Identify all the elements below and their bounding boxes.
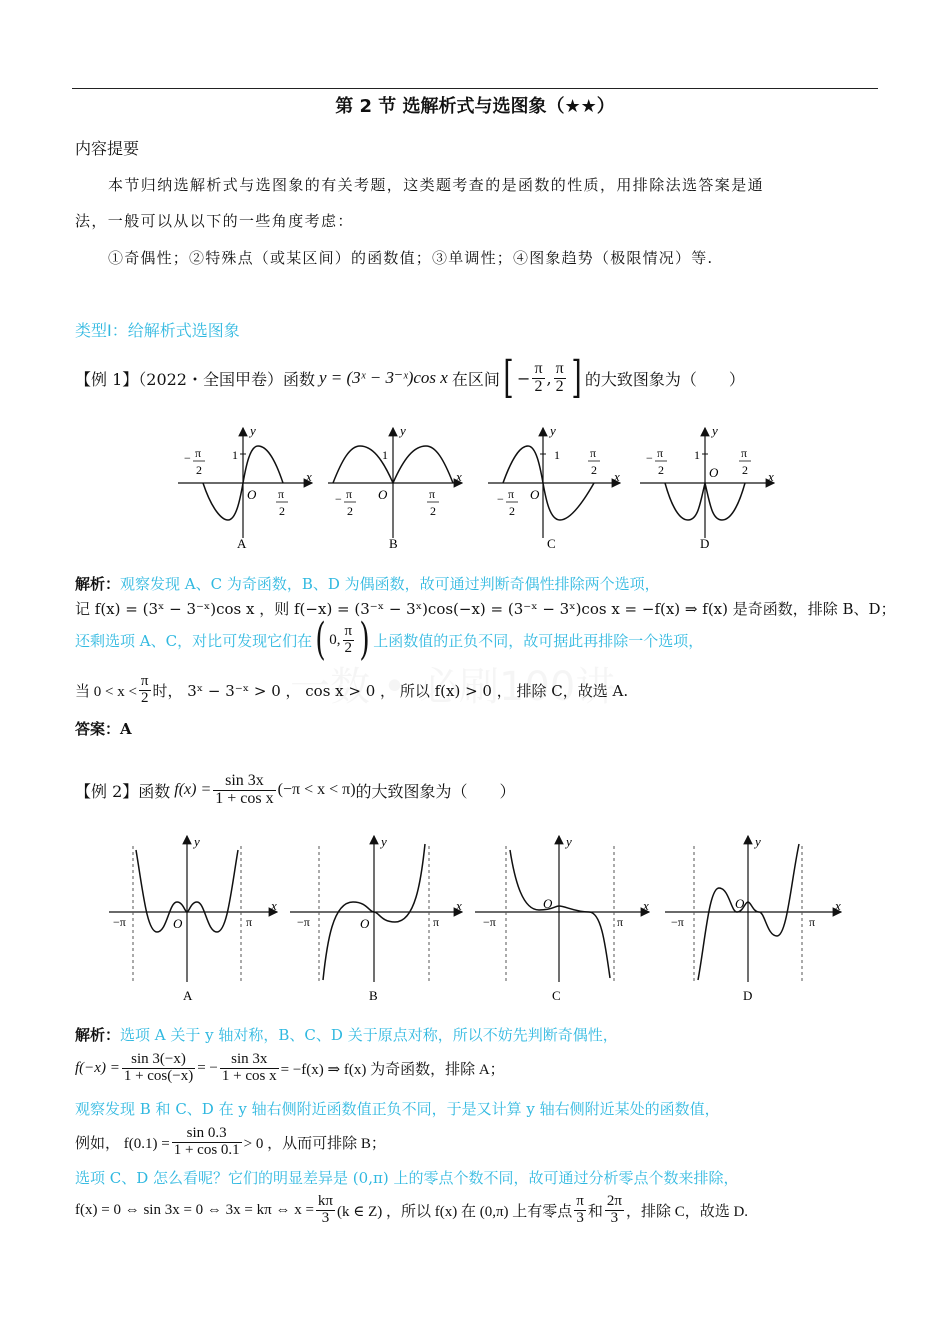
frac-num: π [555,359,564,377]
ex1-analysis-line-3 [75,614,704,665]
x-axis-label: x [614,469,620,484]
y-axis-label: y [712,423,718,438]
origin-label: O [360,916,370,931]
example1-mid: 在区间 [451,369,500,389]
example1-graph-b [328,423,462,551]
frac-kpi-over-3 [316,1194,335,1227]
frac-pi-over-2 [139,674,151,707]
frac-num: π [576,1192,584,1209]
example1-statement [75,352,745,403]
intro-line-3: ①奇偶性；②特殊点（或某区间）的函数值；③单调性；④图象趋势（极限情况）等. [108,249,714,267]
x-axis-label: x [271,898,277,913]
two-label: 2 [279,504,285,518]
pi-label: π [278,487,285,501]
example2-graph-d [665,834,841,1003]
left-paren: ( [315,614,326,665]
option-d-label: D [700,536,710,551]
origin-label: O [378,487,388,502]
analysis-label: 解析： [75,575,121,593]
frac-num: kπ [317,1192,333,1209]
frac-num: sin 3x [220,1052,279,1069]
ex2-analysis-line-1 [75,1024,618,1045]
example2-tail: 的大致图象为（ ） [355,781,516,801]
pi-label: π [433,915,440,929]
pi-label: π [429,487,436,501]
minus-label: − [646,451,653,465]
example2-label: 【例 2】函数 [75,781,171,801]
option-b-label: B [369,988,378,1003]
analysis-text: = −f(x) ⇒ f(x) 为奇函数，排除 A； [280,1061,505,1078]
pi-label: π [741,446,748,460]
example1-formula: y = (3ˣ − 3⁻ˣ)cos x [319,368,448,387]
frac-num: sin 3x [213,773,275,791]
minus-pi-label: −π [113,915,126,929]
x-axis-label: x [456,898,462,913]
pi-label: π [508,487,515,501]
frac-num: π [534,359,543,377]
example1-label: 【例 1】（2022・全国甲卷）函数 [75,369,315,389]
zero-label: 0, [329,631,341,648]
frac-den: 2 [140,689,149,706]
y-axis-label: y [755,834,761,849]
formula-lhs: f(x) = [174,781,212,798]
type-heading: 类型Ⅰ：给解析式选图象 [75,321,240,340]
frac-den: 1 + cos(−x) [123,1067,194,1084]
ex2-analysis-line-5: 选项 C、D 怎么看呢？它们的明显差异是 (0,π) 上的零点个数不同，故可通过分析零点个数来排除， [75,1169,739,1187]
ex1-analysis-line-1 [75,573,660,594]
x-axis-label: x [456,469,462,484]
minus-pi-label: −π [483,915,496,929]
domain: (−π < x < π) [277,781,356,798]
y-axis-label: y [550,423,556,438]
frac-pi-over-2-left [532,361,544,396]
origin-label: O [709,465,719,480]
x-axis-label: x [768,469,774,484]
two-label: 2 [658,463,664,477]
right-bracket: ] [571,352,582,403]
intro-line-1: 本节归纳选解析式与选图象的有关考题，这类题考查的是函数的性质，用排除法选答案是通 [108,176,765,194]
intro-line-2: 法，一般可以从以下的一些角度考虑： [75,212,354,230]
equals-minus: = − [197,1059,218,1076]
frac-2pi-over-3 [605,1194,624,1227]
right-paren: ) [359,614,370,665]
ex2-analysis-line-6 [75,1188,748,1232]
pi-label: π [590,446,597,460]
frac-den: 3 [610,1209,619,1226]
tick-1-label: 1 [382,448,388,462]
example2-graph-a [109,834,277,1003]
example1-graph-c [488,423,620,551]
example2-statement [75,768,516,812]
frac-sin3negx [122,1052,195,1085]
origin-label: O [173,916,183,931]
y-axis-label: y [194,834,200,849]
two-label: 2 [742,463,748,477]
frac-den: 3 [321,1209,330,1226]
frac-den: 1 + cos 0.1 [173,1141,240,1158]
example2-graphs [105,832,850,1012]
two-label: 2 [347,504,353,518]
ex2-analysis-line-3: 观察发现 B 和 C、D 在 y 轴右侧附近函数值正负不同，于是又计算 y 轴右侧附近某处的函数值， [75,1100,720,1118]
tick-1-label: 1 [554,448,560,462]
x-axis-label: x [835,898,841,913]
option-b-label: B [389,536,398,551]
frac-den: 3 [576,1209,584,1226]
minus-pi-label: −π [297,915,310,929]
two-label: 2 [196,463,202,477]
pi-label: π [657,446,664,460]
origin-label: O [530,487,540,502]
frac-den: 2 [555,377,564,395]
pi-label: π [617,915,624,929]
pi-label: π [195,446,202,460]
two-label: 2 [591,463,597,477]
example2-graph-b [290,834,462,1003]
analysis-text: 选项 A 关于 y 轴对称，B、C、D 关于原点对称，所以不妨先判断奇偶性， [120,1026,618,1044]
minus-label: − [497,492,504,506]
two-label: 2 [509,504,515,518]
pi-label: π [809,915,816,929]
minus-sign: − [517,368,531,388]
option-d-label: D [743,988,753,1003]
top-rule [72,88,878,89]
tick-1-label: 1 [694,448,700,462]
option-c-label: C [547,536,556,551]
frac-den: 2 [344,639,353,656]
ex2-analysis-line-4 [75,1120,386,1164]
analysis-label: 解析： [75,1026,121,1044]
ex1-analysis-line-4 [75,670,628,710]
analysis-text: ，排除 C，故选 D. [625,1203,749,1220]
minus-label: − [184,451,191,465]
formula-lhs: f(−x) = [75,1059,120,1076]
left-bracket: [ [503,352,514,403]
analysis-text: (k ∈ Z) ，所以 f(x) 在 (0,π) 上有零点 [336,1203,573,1220]
y-axis-label: y [566,834,572,849]
frac-den: 1 + cos x [221,1067,277,1084]
analysis-text: 还剩选项 A、C，对比可发现它们在 [75,631,313,650]
origin-label: O [247,487,257,502]
frac-num: sin 0.3 [172,1126,242,1143]
analysis-text: 上函数值的正负不同，故可据此再排除一个选项， [373,631,704,650]
analysis-text: 观察发现 A、C 为奇函数，B、D 为偶函数，故可通过判断奇偶性排除两个选项， [120,575,660,593]
analysis-text: 时， 3ˣ − 3⁻ˣ > 0 ， cos x > 0 ， 所以 f(x) > 0 ， 排除 C，故选 A. [152,681,629,700]
page-title: 第 2 节 选解析式与选图象（★★） [335,96,615,117]
two-label: 2 [430,504,436,518]
frac-den: 2 [534,377,543,395]
analysis-text: > 0 ，从而可排除 B； [243,1135,386,1152]
analysis-text: 例如， f(0.1) = [75,1135,170,1152]
example1-tail: 的大致图象为（ ） [584,369,745,389]
analysis-text: 当 0 < x < [75,683,137,700]
frac-sin3x-over-1pluscosx [213,773,275,808]
origin-label: O [543,896,553,911]
frac-num: π [344,622,353,639]
y-axis-label: y [400,423,406,438]
ex1-analysis-line-2: 记 f(x) = (3ˣ − 3⁻ˣ)cos x ，则 f(−x) = (3⁻ˣ − 3ˣ)cos(−x) = (3⁻ˣ − 3ˣ)cos x = −f(x) ⇒ f(x) 是奇函数，排除 B、D； [75,600,896,618]
frac-pi-over-2-right [554,361,566,396]
example1-graph-d [640,423,774,551]
pi-label: π [346,487,353,501]
option-c-label: C [552,988,561,1003]
frac-den: 1 + cos x [215,789,274,807]
comma: , [546,368,552,388]
example1-graph-a [178,423,312,551]
frac-sin03 [172,1126,242,1159]
example2-graph-c [475,834,649,1003]
frac-sin3x [220,1052,279,1085]
minus-pi-label: −π [671,915,684,929]
x-axis-label: x [643,898,649,913]
option-a-label: A [183,988,193,1003]
ex1-answer: 答案：A [75,720,132,738]
tick-1-label: 1 [232,448,238,462]
minus-label: − [335,492,342,506]
and-text: 和 [587,1203,603,1220]
frac-pi-over-2 [343,624,355,657]
frac-num: π [140,672,149,689]
example1-graphs [170,420,790,560]
option-a-label: A [237,536,247,551]
y-axis-label: y [250,423,256,438]
origin-label: O [735,896,745,911]
section-heading: 内容提要 [75,139,140,158]
ex2-analysis-line-2 [75,1046,505,1090]
frac-num: 2π [606,1192,622,1209]
frac-num: sin 3(−x) [122,1052,195,1069]
x-axis-label: x [306,469,312,484]
pi-label: π [246,915,253,929]
frac-pi-over-3 [574,1194,586,1227]
y-axis-label: y [381,834,387,849]
analysis-text: f(x) = 0 ⇔ sin 3x = 0 ⇔ 3x = kπ ⇔ x = [75,1201,314,1218]
